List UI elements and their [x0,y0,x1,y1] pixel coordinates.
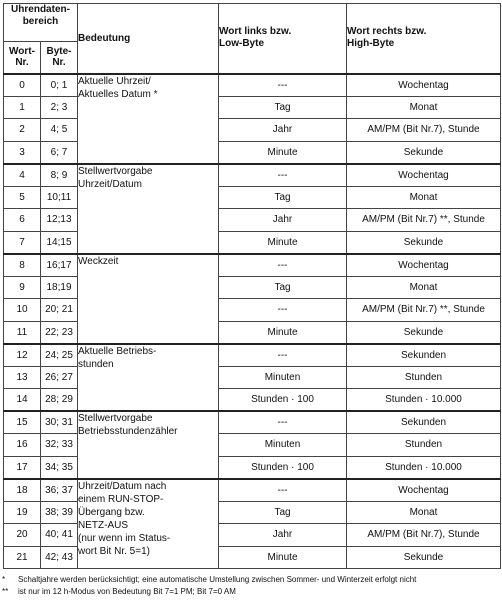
high-byte-cell: Monat [347,186,501,209]
low-byte-cell: --- [219,411,347,434]
wort-nr-cell: 10 [4,299,41,322]
high-byte-cell: AM/PM (Bit Nr.7), Stunde [347,119,501,142]
footnote-mark: ** [2,587,9,596]
low-byte-cell: Minuten [219,434,347,457]
byte-nr-cell: 18;19 [41,276,78,299]
high-byte-cell: Stunden · 10.000 [347,389,501,412]
wort-nr-cell: 0 [4,74,41,97]
byte-nr-cell: 30; 31 [41,411,78,434]
header-uhrendatenbereich: Uhrendaten- bereich [4,4,78,42]
table-body [4,74,501,569]
low-byte-cell: Jahr [219,524,347,547]
table-row [4,479,501,502]
table-row [4,344,501,367]
high-byte-cell: Monat [347,501,501,524]
low-byte-cell: Minuten [219,366,347,389]
byte-nr-cell: 36; 37 [41,479,78,502]
footnote-mark: * [2,575,6,584]
high-byte-cell: Sekunde [347,231,501,254]
table-row [4,164,501,187]
low-byte-cell: Minute [219,321,347,344]
high-byte-cell: Wochentag [347,164,501,187]
byte-nr-cell: 0; 1 [41,74,78,97]
low-byte-cell: Tag [219,501,347,524]
byte-nr-cell: 14;15 [41,231,78,254]
high-byte-cell: Stunden [347,434,501,457]
byte-nr-cell: 8; 9 [41,164,78,187]
wort-nr-cell: 9 [4,276,41,299]
bedeutung-cell: Aktuelle Betriebs- stunden [78,344,219,412]
byte-nr-cell: 10;11 [41,186,78,209]
low-byte-cell: --- [219,299,347,322]
low-byte-cell: Tag [219,186,347,209]
wort-nr-cell: 6 [4,209,41,232]
high-byte-cell: Monat [347,276,501,299]
wort-nr-cell: 16 [4,434,41,457]
uhrendaten-table [3,3,501,569]
bedeutung-cell: Aktuelle Uhrzeit/ Aktuelles Datum * [78,74,219,164]
bedeutung-cell: Weckzeit [78,254,219,344]
high-byte-cell: Sekunde [347,141,501,164]
high-byte-cell: AM/PM (Bit Nr.7), Stunde [347,524,501,547]
footnotes [0,574,502,598]
header-bedeutung: Bedeutung [78,4,219,74]
byte-nr-cell: 12;13 [41,209,78,232]
footnote [0,574,502,586]
high-byte-cell: AM/PM (Bit Nr.7) **, Stunde [347,299,501,322]
byte-nr-cell: 32; 33 [41,434,78,457]
wort-nr-cell: 7 [4,231,41,254]
bedeutung-cell: Uhrzeit/Datum nach einem RUN-STOP- Übergang bzw. NETZ-AUS (nur wenn im Status- wort Bit Nr. 5=1) [78,479,219,569]
wort-nr-cell: 1 [4,96,41,119]
high-byte-cell: Sekunde [347,546,501,569]
low-byte-cell: Minute [219,231,347,254]
high-byte-cell: Stunden · 10.000 [347,456,501,479]
low-byte-cell: --- [219,344,347,367]
wort-nr-cell: 14 [4,389,41,412]
wort-nr-cell: 18 [4,479,41,502]
low-byte-cell: --- [219,479,347,502]
byte-nr-cell: 42; 43 [41,546,78,569]
header-wort-rechts: Wort rechts bzw. High-Byte [347,4,501,74]
byte-nr-cell: 6; 7 [41,141,78,164]
low-byte-cell: --- [219,254,347,277]
table-row [4,254,501,277]
high-byte-cell: Monat [347,96,501,119]
byte-nr-cell: 16;17 [41,254,78,277]
byte-nr-cell: 40; 41 [41,524,78,547]
high-byte-cell: Stunden [347,366,501,389]
high-byte-cell: Wochentag [347,254,501,277]
high-byte-cell: Wochentag [347,74,501,97]
byte-nr-cell: 2; 3 [41,96,78,119]
header-wort-links: Wort links bzw. Low-Byte [219,4,347,74]
high-byte-cell: AM/PM (Bit Nr.7) **, Stunde [347,209,501,232]
wort-nr-cell: 2 [4,119,41,142]
byte-nr-cell: 22; 23 [41,321,78,344]
byte-nr-cell: 24; 25 [41,344,78,367]
footnote [0,586,502,598]
wort-nr-cell: 11 [4,321,41,344]
high-byte-cell: Sekunde [347,321,501,344]
wort-nr-cell: 20 [4,524,41,547]
byte-nr-cell: 20; 21 [41,299,78,322]
byte-nr-cell: 26; 27 [41,366,78,389]
wort-nr-cell: 21 [4,546,41,569]
table-row [4,411,501,434]
low-byte-cell: Tag [219,96,347,119]
header-wort-nr: Wort- Nr. [4,42,41,74]
low-byte-cell: --- [219,74,347,97]
low-byte-cell: Minute [219,546,347,569]
wort-nr-cell: 5 [4,186,41,209]
wort-nr-cell: 13 [4,366,41,389]
wort-nr-cell: 12 [4,344,41,367]
wort-nr-cell: 17 [4,456,41,479]
low-byte-cell: Jahr [219,209,347,232]
bedeutung-cell: Stellwertvorgabe Betriebsstundenzähler [78,411,219,479]
table-row [4,74,501,97]
low-byte-cell: --- [219,164,347,187]
wort-nr-cell: 8 [4,254,41,277]
high-byte-cell: Sekunden [347,344,501,367]
high-byte-cell: Sekunden [347,411,501,434]
wort-nr-cell: 19 [4,501,41,524]
high-byte-cell: Wochentag [347,479,501,502]
byte-nr-cell: 28; 29 [41,389,78,412]
wort-nr-cell: 4 [4,164,41,187]
byte-nr-cell: 4; 5 [41,119,78,142]
footnote-text: Schaltjahre werden berücksichtigt; eine automatische Umstellung zwischen Sommer- und Winterzeit erfolgt nicht [18,575,417,584]
low-byte-cell: Tag [219,276,347,299]
header-byte-nr: Byte- Nr. [41,42,78,74]
low-byte-cell: Stunden · 100 [219,389,347,412]
footnote-text: ist nur im 12 h-Modus von Bedeutung Bit 7=1 PM; Bit 7=0 AM [18,587,236,596]
low-byte-cell: Jahr [219,119,347,142]
bedeutung-cell: Stellwertvorgabe Uhrzeit/Datum [78,164,219,254]
wort-nr-cell: 15 [4,411,41,434]
low-byte-cell: Minute [219,141,347,164]
byte-nr-cell: 38; 39 [41,501,78,524]
byte-nr-cell: 34; 35 [41,456,78,479]
low-byte-cell: Stunden · 100 [219,456,347,479]
wort-nr-cell: 3 [4,141,41,164]
